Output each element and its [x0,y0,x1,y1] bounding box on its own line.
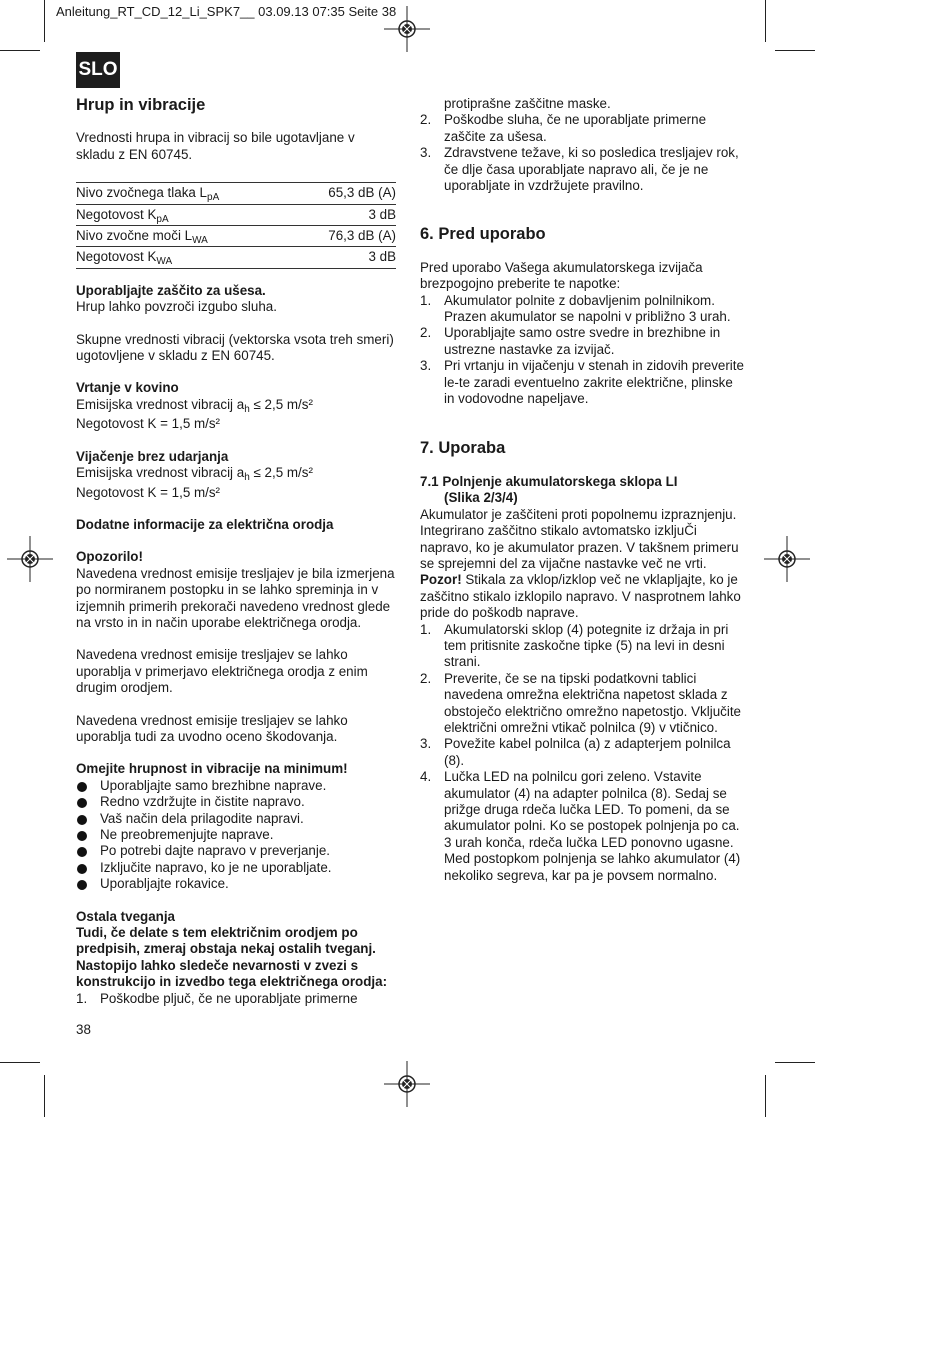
bullet-icon [77,798,87,808]
noise-values-table [76,182,396,269]
table-row [76,204,396,225]
bullet-icon [77,782,87,792]
residual-risks-intro: Tudi, če delate s tem električnim orodjem po predpisih, zmeraj obstaja nekaj ostalih tveganj. Nastopijo lahko sledeče nevarnosti v zvezi s konstrukcijo in izvedbo tega električnega orodja: [76,925,388,990]
page-number: 38 [76,1022,91,1037]
metal-uncertainty-line: Negotovost K = 1,5 m/s² [76,416,221,432]
list-item: 4. Lučka LED na polnilcu gori zeleno. Vstavite akumulator (4) na adapter polnilca (8). Sedaj se prižge druga rdeča lučka LED. To pomeni, da se akumulator polni. Ko se postopek polnjenja po ca. 3 urah konča, rdeča lučka LED ponovno ugasne. Med postopkom polnjenja se lahko akumulator (4) nekoliko segreva, kar pa je povsem normalno. [420,769,741,883]
minimize-list [76,778,396,893]
table-row [76,247,396,268]
registration-mark-icon [764,536,810,582]
subsection-title-charging: 7.1 Polnjenje akumulatorskega sklopa LI [420,473,678,489]
warning-paragraph: Navedena vrednost emisije tresljajev je bila izmerjena po normiranem postopku in se lahko spreminja in v izjemnih primerih prekorači navedeno vrednost glede na vrsto in in način uporabe električnega orodja. [76,565,395,630]
section-title-usage: 7. Uporaba [420,438,506,457]
table-value: 3 dB [293,204,396,225]
residual-risks-list-continued [420,112,745,194]
language-badge: SLO [76,52,120,88]
minimize-heading: Omejite hrupnost in vibracije na minimum! [76,761,348,777]
caution-paragraph: Pozor! Stikala za vklop/izklop več ne vklapljajte, ko je zaščitno stikalo izklopilo napravo. V nasprotnem lahko pride do poškodb naprave. [420,572,741,621]
bullet-icon [77,880,87,890]
table-label: Negotovost $K_{WA}$ [76,247,293,268]
table-value: 3 dB [293,247,396,268]
warning-heading: Opozorilo! [76,549,143,565]
print-file-header: Anleitung_RT_CD_12_Li_SPK7__ 03.09.13 07:35 Seite 38 [56,4,397,19]
registration-mark-icon [384,6,430,52]
screwing-emission-line: Emisijska vrednost vibracij $a_h \le 2,5$ m/s² [76,465,313,484]
crop-mark [765,0,766,42]
list-item: Redno vzdržujte in čistite napravo. [76,794,396,810]
registration-mark-icon [384,1061,430,1107]
list-item: 3. Pri vrtanju in vijačenju v stenah in zidovih preverite le-te zaradi eventuelno zakrite električne, plinske in vodovodne napeljave. [420,358,744,407]
list-item: 3. Zdravstvene težave, ki so posledica tresljajev rok, če dlje časa uporabljate napravo ali, če je ne uporabljate in vzdržujete pravilno. [420,145,739,194]
before-use-list [420,293,745,408]
table-row [76,226,396,247]
list-item: 2. Poškodbe sluha, če ne uporabljate primerne zaščite za ušesa. [420,112,707,144]
crop-mark [44,1075,45,1117]
screwing-heading: Vijačenje brez udarjanja [76,448,229,464]
crop-mark [44,0,45,42]
residual-risks-heading: Ostala tveganja [76,908,175,924]
section-title-noise-vibration: Hrup in vibracije [76,96,206,114]
assessment-paragraph: Navedena vrednost emisije tresljajev se lahko uporablja tudi za uvodno oceno škodovanja. [76,712,348,744]
additional-info-heading: Dodatne informacije za električna orodja [76,516,334,532]
list-item: 1. Poškodbe pljuč, če ne uporabljate primerne [76,990,358,1006]
crop-mark [775,50,815,51]
right-column [420,96,745,884]
list-item: 1. Akumulatorski sklop (4) potegnite iz držaja in pri tem pritisnite zaskočne tipke (5) na levi in desni strani. [420,621,729,670]
list-item: Uporabljajte rokavice. [76,876,396,892]
bullet-icon [77,847,87,857]
metal-emission-line: Emisijska vrednost vibracij $a_h \le 2,5$ m/s² [76,396,313,415]
list-item: 2. Preverite, če se na tipski podatkovni tablici navedena omrežna električna napetost sklada z obstoječo električno omrežno napetostjo. Vključite električni omrežni vtikač polnilca (9) v vtičnico. [420,670,741,735]
list-item: Izključite napravo, ko je ne uporabljate. [76,860,396,876]
before-use-intro: Pred uporabo Vašega akumulatorskega izvijača brezpogojno preberite te napotke: [420,259,703,292]
list-item: 3. Povežite kabel polnilca (a) z adapterjem polnilca (8). [420,736,731,768]
section-title-before-use: 6. Pred uporabo [420,225,546,244]
table-value: 76,3 dB (A) [293,226,396,247]
crop-mark [775,1062,815,1063]
list-item: 2. Uporabljajte samo ostre svedre in brezhibne in ustrezne nastavke za izvijač. [420,325,721,357]
ear-protection-text: Hrup lahko povzroči izgubo sluha. [76,299,277,315]
vibration-total-paragraph: Skupne vrednosti vibracij (vektorska vsota treh smeri) ugotovljene v skladu z EN 60745. [76,331,394,364]
crop-mark [0,1062,40,1063]
list-item: Ne preobremenjujte naprave. [76,827,396,843]
list-item: Uporabljajte samo brezhibne naprave. [76,778,396,794]
intro-paragraph: Vrednosti hrupa in vibracij so bile ugotavljane v skladu z EN 60745. [76,130,355,162]
table-value: 65,3 dB (A) [293,183,396,204]
bullet-icon [77,831,87,841]
table-label: Nivo zvočne moči $L_{WA}$ [76,226,293,247]
crop-mark [765,1075,766,1117]
subsection-figure-ref: (Slika 2/3/4) [444,490,518,506]
table-row [76,183,396,204]
charging-steps-list [420,622,745,885]
list-item: 1. Akumulator polnite z dobavljenim polnilnikom. Prazen akumulator se napolni v približno 3 urah. [420,292,731,325]
continued-line: protiprašne zaščitne maske. [444,96,611,111]
list-item: Po potrebi dajte napravo v preverjanje. [76,843,396,859]
bullet-icon [77,864,87,874]
residual-risks-list [76,991,396,1007]
comparison-paragraph: Navedena vrednost emisije tresljajev se lahko uporablja v primerjavo električnega orodja z enim drugim orodjem. [76,647,368,696]
screwing-uncertainty-line: Negotovost K = 1,5 m/s² [76,484,221,500]
bullet-icon [77,815,87,825]
registration-mark-icon [7,536,53,582]
left-column [76,97,396,1007]
table-label: Nivo zvočnega tlaka $L_{pA}$ [76,183,293,204]
charging-paragraph: Akumulator je zaščiteni proti popolnemu izpraznjenju. Integrirano zaščitno stikalo avtomatsko izkljuČi napravo, ko je akumulator prazen. V takšnem primeru se sprejemni del za vijačne nastavke več ne vrti. [420,506,739,571]
table-label: Negotovost $K_{pA}$ [76,204,293,225]
list-item: Vaš način dela prilagodite napravi. [76,811,396,827]
crop-mark [0,50,40,51]
ear-protection-heading: Uporabljajte zaščito za ušesa. [76,282,266,298]
metal-drilling-heading: Vrtanje v kovino [76,380,179,396]
